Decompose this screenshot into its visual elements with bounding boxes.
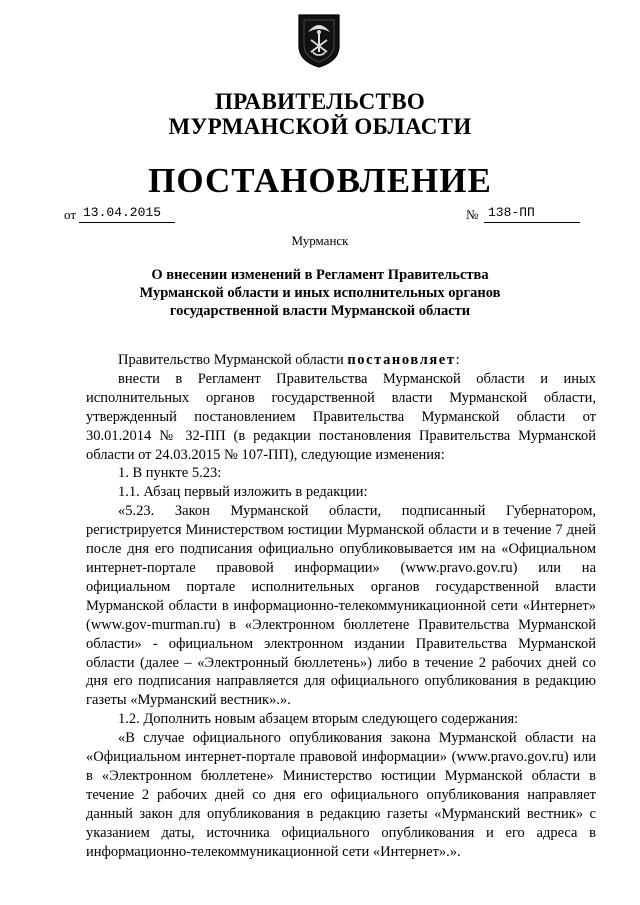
- number-prefix: №: [466, 207, 479, 222]
- body-paragraph: «5.23. Закон Мурманской области, подписанный Губернатором, регистрируется Министерством юстиции Мурманской области и в течение 7 дней после дня его подписания официально опубликовывается им на «Официальном интернет-портале правовой информации» (www.pravo.gov.ru) или на официальном портале исполнительных органов государственной власти Мурманской области в информационно-телекоммуникационной сети «Интернет» (www.gov-murman.ru) в «Электронном бюллетене Правительства Мурманской области» - официальном электронном издании Правительства Мурманской области (далее – «Электронный бюллетень») либо в течение 2 рабочих дней со дня его подписания направляется для официального опубликования в редакцию газеты «Мурманский вестник».».: [86, 503, 596, 709]
- document-subject: [0, 266, 640, 320]
- body-paragraph: 1. В пункте 5.23:: [118, 465, 222, 482]
- murmansk-coat-of-arms-icon: [296, 12, 342, 68]
- government-title-line2: МУРМАНСКОЙ ОБЛАСТИ: [168, 114, 472, 139]
- document-date: 13.04.2015: [79, 204, 175, 223]
- subject-line: О внесении изменений в Регламент Правительства: [151, 267, 489, 283]
- document-number: 138-ПП: [484, 204, 580, 223]
- subject-line: Мурманской области и иных исполнительных органов: [139, 285, 501, 301]
- body-paragraph: внести в Регламент Правительства Мурманской области и иных исполнительных органов государственной власти Мурманской области, утвержденный постановлением Правительства Мурманской области от 30.01.2014 № 32-ПП (в редакции постановления Правительства Мурманской области от 24.03.2015 № 107-ПП), следующие изменения:: [86, 370, 596, 463]
- decree-verb: постановляет: [347, 352, 456, 368]
- date-prefix: от: [64, 207, 77, 222]
- document-type-title: ПОСТАНОВЛЕНИЕ: [148, 161, 492, 200]
- intro-text: Правительство Мурманской области: [118, 352, 348, 368]
- intro-colon: :: [455, 352, 460, 368]
- body-paragraph: 1.2. Дополнить новым абзацем вторым следующего содержания:: [118, 711, 519, 728]
- city-name: Мурманск: [291, 233, 349, 248]
- body-paragraph: 1.1. Абзац первый изложить в редакции:: [118, 484, 368, 501]
- government-title-line1: ПРАВИТЕЛЬСТВО: [214, 89, 426, 114]
- document-body: [86, 351, 596, 861]
- body-paragraph: «В случае официального опубликования закона Мурманской области на «Официальном интернет-портале правовой информации» (www.pravo.gov.ru) или в «Электронном бюллетене» Министерство юстиции Мурманской области в течение 2 рабочих дней со дня его официального опубликования направляет данный закон для опубликования в редакцию газеты «Мурманский вестник» с указанием даты, источника официального опубликования и его адреса в информационно-телекоммуникационной сети «Интернет».».: [86, 730, 596, 860]
- subject-line: государственной власти Мурманской области: [169, 303, 471, 319]
- intro-paragraph: [86, 351, 596, 370]
